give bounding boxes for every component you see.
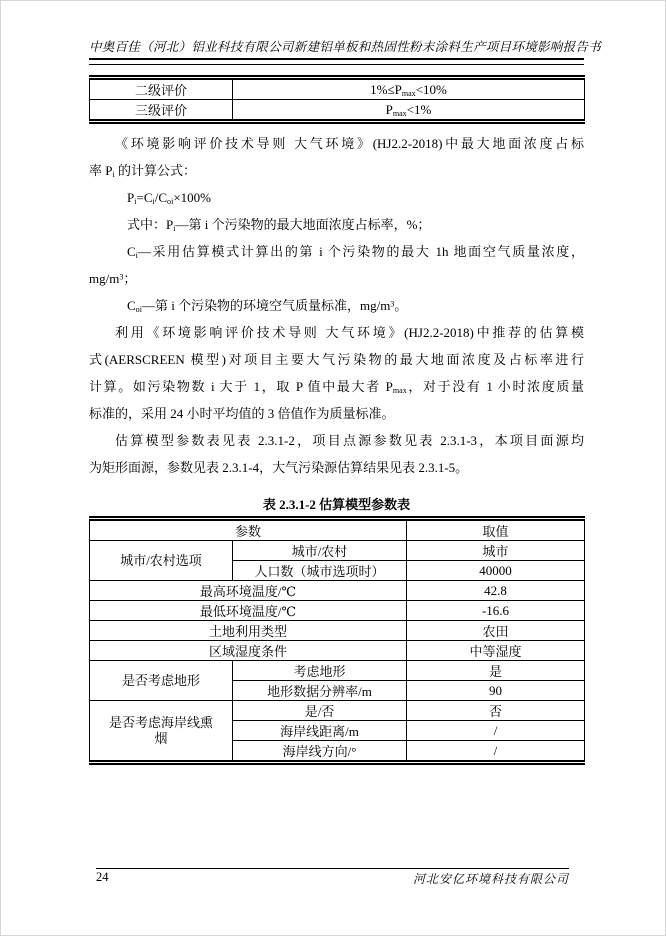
estimation-model-param-table [89,516,585,765]
param-value-cell: 90 [407,681,585,701]
grade-label-cell: 三级评价 [90,100,233,122]
param-value-cell: 是 [407,661,585,681]
value-header-cell: 取值 [407,519,585,541]
body-line: 式中：$P_i—$第 i 个污染物的最大地面浓度占标率，%； [127,217,431,233]
page-footer [96,868,569,887]
grade-value-cell: $P_{max}<1\%$ [233,100,585,122]
grade-criteria-table [89,75,585,124]
param-name-cell: 土地利用类型 [90,621,407,641]
param-name-cell: 最低环境温度/℃ [90,601,407,621]
table-header-row [90,519,585,541]
body-text [89,130,584,481]
table-row [90,581,585,601]
table-row [90,100,585,122]
param-header-cell: 参数 [90,519,407,541]
param-sub-cell: 地形数据分辨率/m [233,681,407,701]
param-value-cell: -16.6 [407,601,585,621]
table-row [90,621,585,641]
param-name-cell: 最高环境温度/℃ [90,581,407,601]
table-row [90,701,585,721]
param-value-cell: 城市 [407,541,585,561]
table-row [90,641,585,661]
param-sub-cell: 人口数（城市选项时） [233,561,407,581]
param-value-cell: 42.8 [407,581,585,601]
param-sub-cell: 是/否 [233,701,407,721]
param-group-cell: 是否考虑地形 [90,661,233,701]
param-sub-cell: 城市/农村 [233,541,407,561]
table-row [90,601,585,621]
body-line: 为矩形面源，参数见表 2.3.1-4，大气污染源估算结果见表 2.3.1-5。 [89,460,469,475]
param-value-cell: / [407,721,585,741]
grade-label-cell: 二级评价 [90,78,233,100]
body-line: $C_i—$采用估算模式计算出的第 i 个污染物的最大 1h 地面空气质量浓度， [127,244,584,260]
param-name-cell: 区域湿度条件 [90,641,407,661]
table-row [90,661,585,681]
param-value-cell: / [407,741,585,763]
param-value-cell: 农田 [407,621,585,641]
footer-company-name: 河北安亿环境科技有限公司 [412,872,569,886]
body-line: 估算模型参数表见表 2.3.1-2，项目点源参数见表 2.3.1-3，本项目面源均 [115,433,584,448]
body-line: $C_{oi}—$第 i 个污染物的环境空气质量标准，$mg/m^3$。 [127,298,408,314]
body-line: 率 $P_i$ 的计算公式： [89,163,196,179]
body-line: 《环境影响评价技术导则 大气环境》(HJ2.2-2018)中最大地面浓度占标 [115,136,584,151]
param-sub-cell: 考虑地形 [233,661,407,681]
grade-value-cell: $1\%\le P_{max}<10\%$ [233,78,585,100]
page-content [89,37,602,765]
body-line: 标准的，采用 24 小时平均值的 3 倍值作为质量标准。 [89,406,395,421]
param-table-title: 表 2.3.1-2 估算模型参数表 [262,497,411,512]
param-group-cell: 城市/农村选项 [90,541,233,581]
param-sub-cell: 海岸线距离/m [233,721,407,741]
param-value-cell: 中等湿度 [407,641,585,661]
table-row [90,541,585,561]
body-line: $mg/m^3$； [89,271,137,286]
body-line: 式(AERSCREEN 模型)对项目主要大气污染物的最大地面浓度及占标率进行 [89,352,584,367]
table-row [90,78,585,100]
body-line: 计算。如污染物数 i 大于 1，取 P 值中最大者 $P_{max}$，对于没有 1 小时浓度质量 [89,379,584,395]
running-head-title: 中奥百佳（河北）铝业科技有限公司新建铝单板和热固性粉末涂料生产项目环境影响报告书 [89,40,602,54]
page-number: 24 [96,870,109,884]
body-line: 利用《环境影响评价技术导则 大气环境》(HJ2.2-2018)中推荐的估算模 [115,325,584,340]
formula-line: $P_i=C_i/C_{oi}\times 100\%$ [127,190,211,206]
param-group-cell: 是否考虑海岸线熏烟 [90,701,233,763]
param-sub-cell: 海岸线方向/° [233,741,407,763]
header-rule [89,58,584,65]
param-value-cell: 40000 [407,561,585,581]
param-value-cell: 否 [407,701,585,721]
